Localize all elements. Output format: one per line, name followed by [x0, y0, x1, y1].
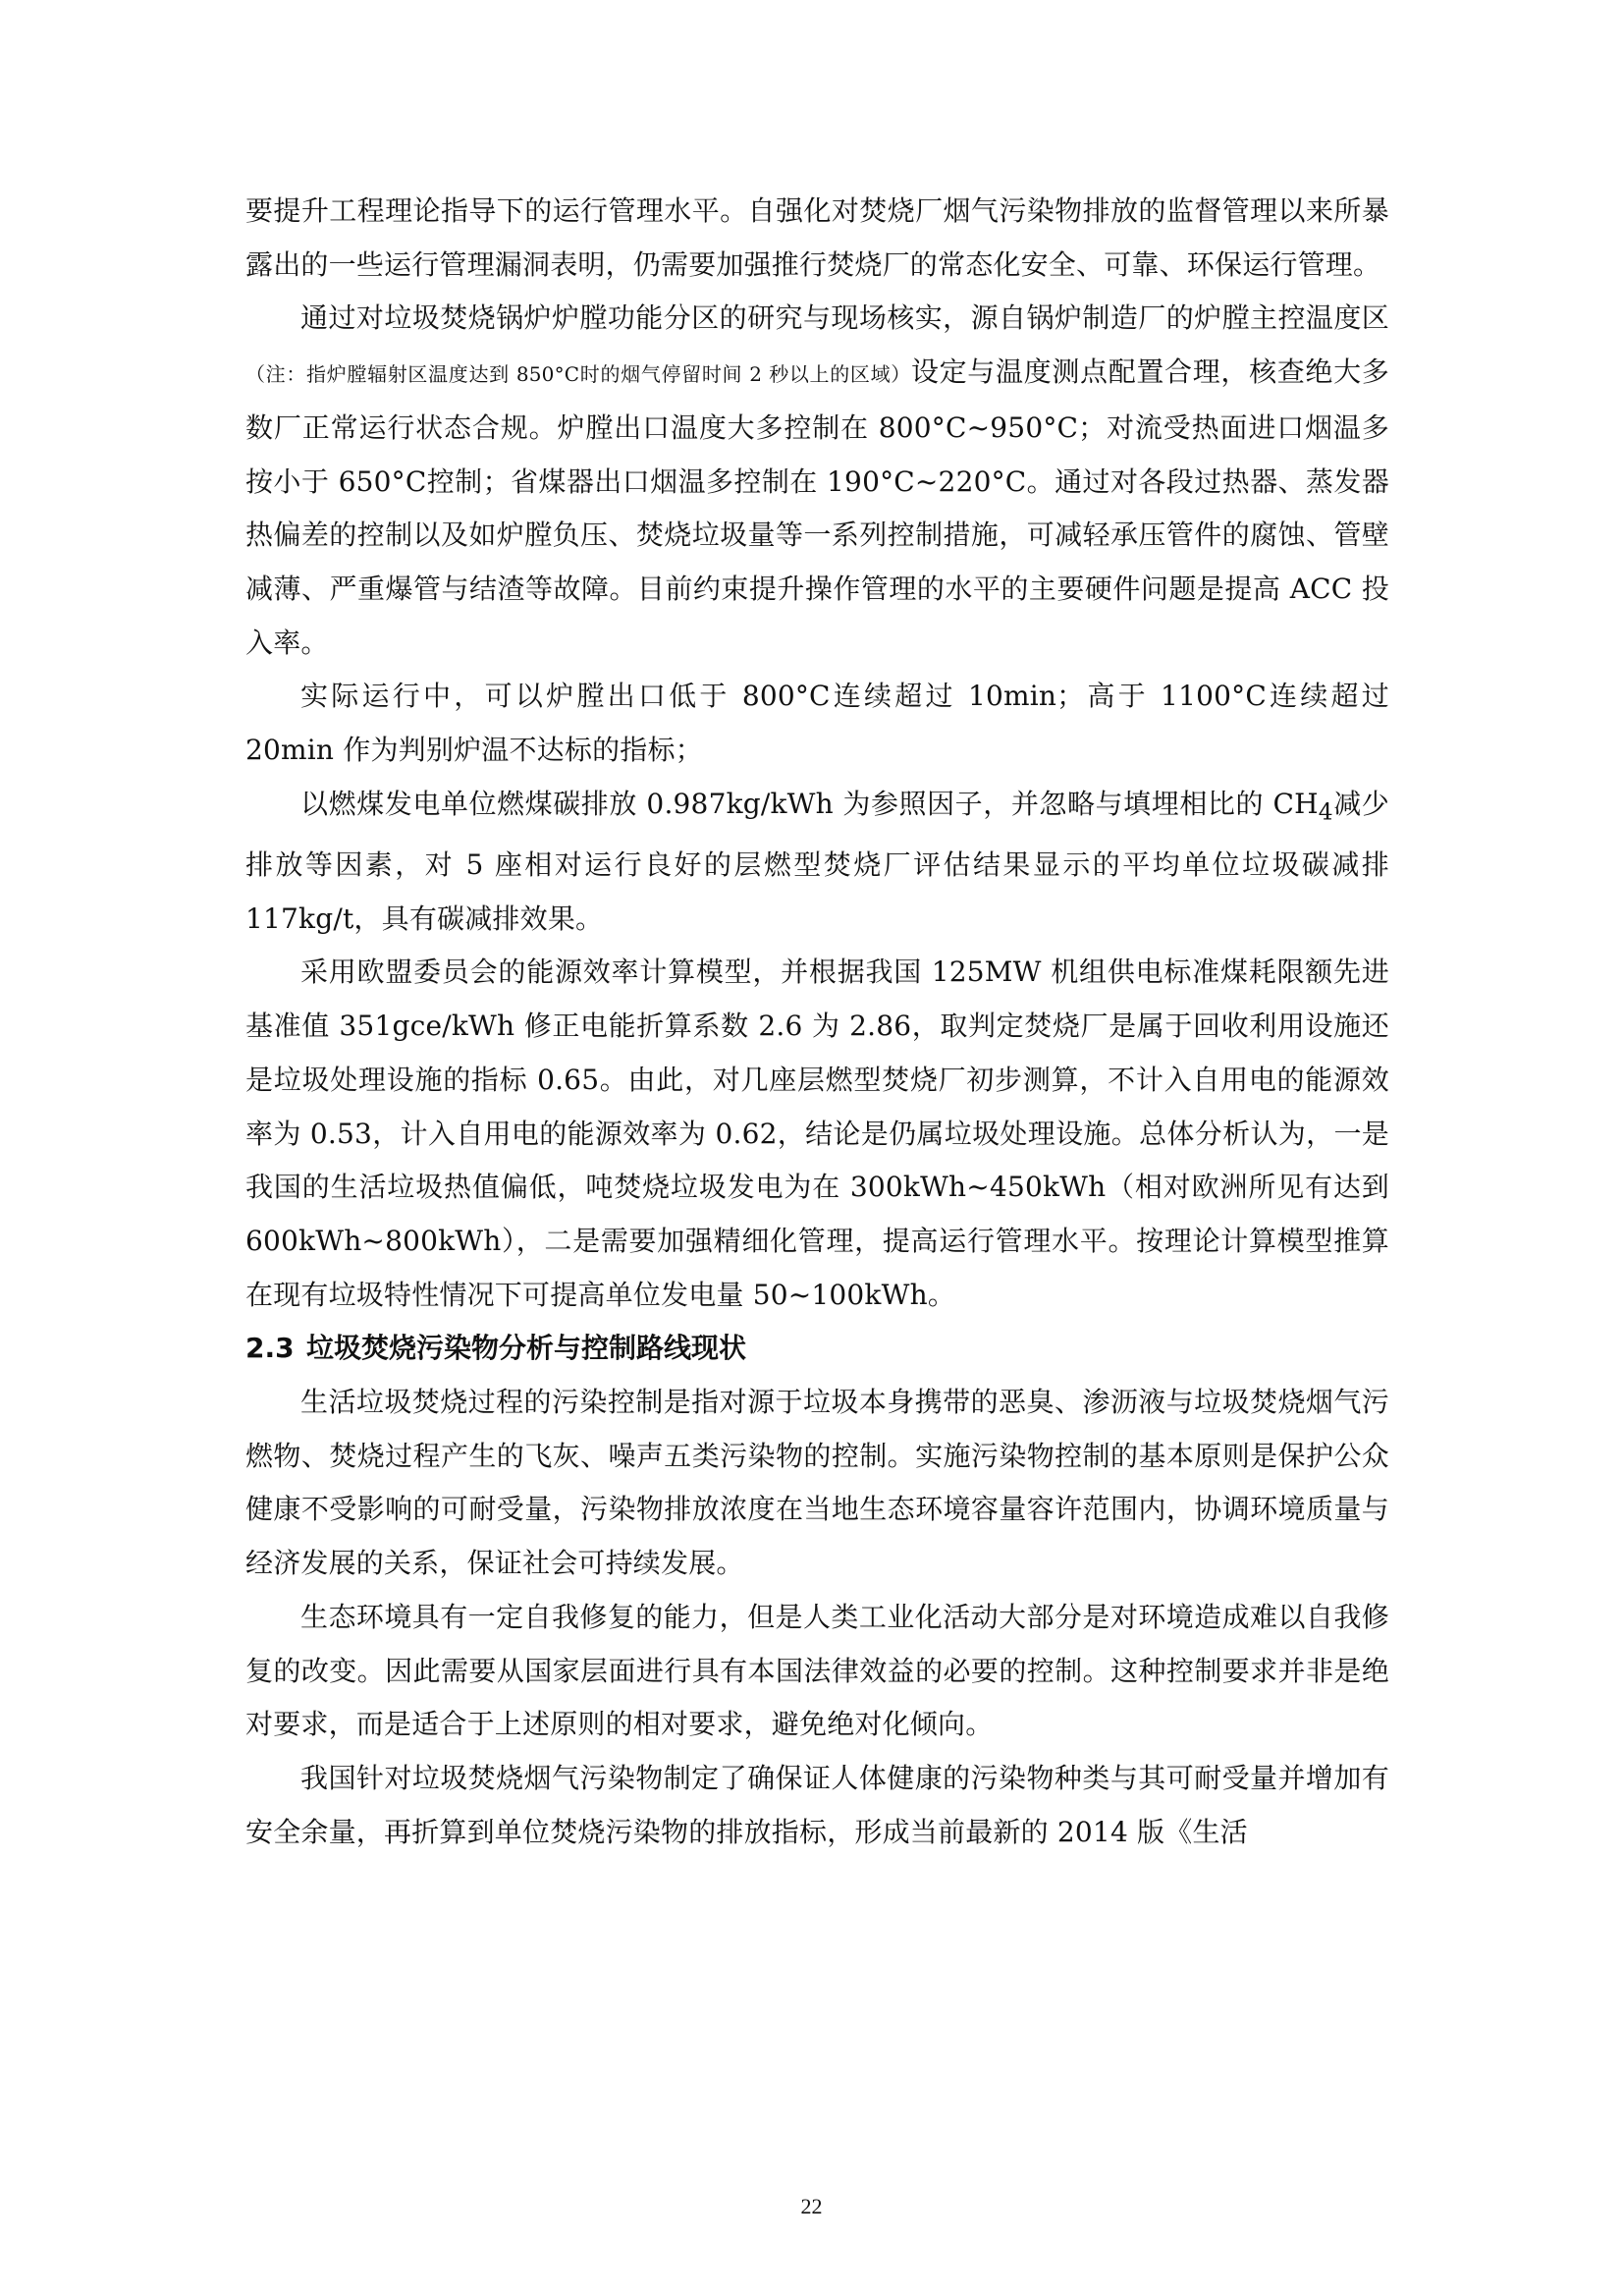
paragraph-energy-efficiency: 采用欧盟委员会的能源效率计算模型，并根据我国 125MW 机组供电标准煤耗限额先进基准值 351gce/kWh 修正电能折算系数 2.6 为 2.86，取判定焚烧厂是属于回收利用设施还是垃圾处理设施的指标 0.65。由此，对几座层燃型焚烧厂初步测算，不计入自用电的能源效率为 0.53，计入自用电的能源效率为 0.62，结论是仍属垃圾处理设施。总体分析认为，一是我国的生活垃圾热值偏低，吨焚烧垃圾发电为在 300kWh~450kWh（相对欧洲所见有达到 600kWh~800kWh），二是需要加强精细化管理，提高运行管理水平。按理论计算模型推算在现有垃圾特性情况下可提高单位发电量 50~100kWh。: [245, 956, 1389, 1311]
page-number: 22: [800, 2194, 823, 2218]
paragraph-furnace-temperature: [245, 292, 1389, 670]
ch4-subscript: 4: [1318, 797, 1333, 826]
paragraph-carbon-reduction-part2: 减少排放等因素，对 5 座相对运行良好的层燃型焚烧厂评估结果显示的平均单位垃圾碳减排 117kg/t，具有碳减排效果。: [245, 787, 1389, 935]
paragraph-pollution-control: 生活垃圾焚烧过程的污染控制是指对源于垃圾本身携带的恶臭、渗沥液与垃圾焚烧烟气污燃物、焚烧过程产生的飞灰、噪声五类污染物的控制。实施污染物控制的基本原则是保护公众健康不受影响的可耐受量，污染物排放浓度在当地生态环境容量容许范围内，协调环境质量与经济发展的关系，保证社会可持续发展。: [245, 1386, 1389, 1580]
page-content: [245, 185, 1389, 1859]
paragraph-furnace-temperature-part1: 通过对垃圾焚烧锅炉炉膛功能分区的研究与现场核实，源自锅炉制造厂的炉膛主控温度区: [300, 301, 1389, 335]
paragraph-actual-operation: 实际运行中，可以炉膛出口低于 800°C连续超过 10min；高于 1100°C连续超过 20min 作为判别炉温不达标的指标；: [245, 680, 1389, 767]
paragraph-carbon-reduction: [245, 778, 1389, 947]
paragraph-furnace-temperature-part2: 设定与温度测点配置合理，核查绝大多数厂正常运行状态合规。炉膛出口温度大多控制在 800°C~950°C；对流受热面进口烟温多按小于 650°C控制；省煤器出口烟温多控制在 190°C~220°C。通过对各段过热器、蒸发器热偏差的控制以及如炉膛负压、焚烧垃圾量等一系列控制措施，可减轻承压管件的腐蚀、管壁减薄、严重爆管与结渣等故障。目前约束提升操作管理的水平的主要硬件问题是提高 ACC 投入率。: [245, 355, 1389, 659]
section-title: 垃圾焚烧污染物分析与控制路线现状: [306, 1332, 747, 1365]
section-heading: [245, 1322, 1389, 1376]
paragraph-emission-standard: 我国针对垃圾焚烧烟气污染物制定了确保证人体健康的污染物种类与其可耐受量并增加有安全余量，再折算到单位焚烧污染物的排放指标，形成当前最新的 2014 版《生活: [245, 1761, 1389, 1848]
paragraph-ecological-environment: 生态环境具有一定自我修复的能力，但是人类工业化活动大部分是对环境造成难以自我修复的改变。因此需要从国家层面进行具有本国法律效益的必要的控制。这种控制要求并非是绝对要求，而是适合于上述原则的相对要求，避免绝对化倾向。: [245, 1600, 1389, 1741]
section-number: 2.3: [245, 1332, 295, 1365]
paragraph-carbon-reduction-part1: 以燃煤发电单位燃煤碳排放 0.987kg/kWh 为参照因子，并忽略与填埋相比的 CH: [300, 787, 1319, 820]
furnace-zone-note: （注：指炉膛辐射区温度达到 850°C时的烟气停留时间 2 秒以上的区域）: [245, 362, 911, 387]
paragraph-operation-management: 要提升工程理论指导下的运行管理水平。自强化对焚烧厂烟气污染物排放的监督管理以来所暴露出的一些运行管理漏洞表明，仍需要加强推行焚烧厂的常态化安全、可靠、环保运行管理。: [245, 194, 1389, 281]
